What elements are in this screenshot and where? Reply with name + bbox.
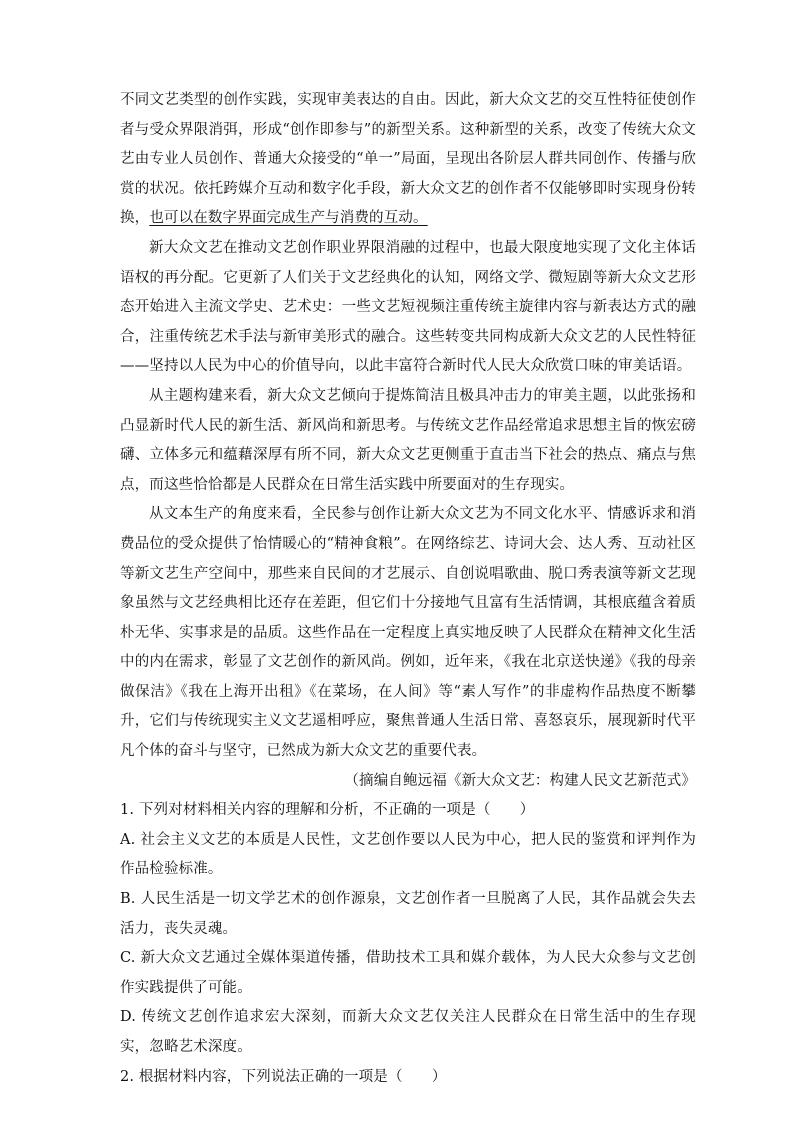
question-1 [120, 796, 696, 1062]
question-stem: 1. 下列对材料相关内容的理解和分析，不正确的一项是（ ） [120, 802, 535, 819]
question-stem: 2. 根据材料内容，下列说法正确的一项是（ ） [120, 1068, 447, 1085]
option-a: A. 社会主义文艺的本质是人民性，文艺创作要以人民为中心，把人民的鉴赏和评判作为作品检验标准。 [120, 831, 696, 878]
article-paragraph-3: 从主题构建来看，新大众文艺倾向于提炼简洁且极具冲击力的审美主题，以此张扬和凸显新时代人民的新生活、新风尚和新思考。与传统文艺作品经常追求思想主旨的恢宏磅礴、立体多元和蕴藉深厚有所不同，新大众文艺更侧重于直击当下社会的热点、痛点与焦点，而这些恰恰都是人民群众在日常生活实践中所要面对的生存现实。 [120, 387, 696, 493]
underlined-sentence: 也可以在数字界面完成生产与消费的互动。 [149, 210, 428, 227]
question-2 [120, 1063, 696, 1093]
option-d: D. 传统文艺创作追求宏大深刻，而新大众文艺仅关注人民群众在日常生活中的生存现实，忽略艺术深度。 [120, 1009, 696, 1055]
article-paragraph-4: 从文本生产的角度来看，全民参与创作让新大众文艺为不同文化水平、情感诉求和消费品位的受众提供了怡情暖心的“精神食粮”。在网络综艺、诗词大会、达人秀、互动社区等新文艺生产空间中，那些来自民间的才艺展示、自创说唱歌曲、脱口秀表演等新文艺现象虽然与文艺经典相比还存在差距，但它们十分接地气且富有生活情调，其根底蕴含着质朴无华、实事求是的品质。这些作品在一定程度上真实地反映了人民群众在精神文化生活中的内在需求，彰显了文艺创作的新风尚。例如，近年来，《我在北京送快递》《我的母亲做保洁》《我在上海开出租》《在菜场，在人间》等“素人写作”的非虚构作品热度不断攀升，它们与传统现实主义文艺遥相呼应，聚焦普通人生活日常、喜怒哀乐，展现新时代平凡个体的奋斗与坚守，已然成为新大众文艺的重要代表。 [120, 506, 696, 760]
document-page [120, 86, 696, 1092]
article-source: （摘编自鲍远福《新大众文艺：构建人民文艺新范式》 [344, 772, 696, 789]
option-b: B. 人民生活是一切文学艺术的创作源泉，文艺创作者一旦脱离了人民，其作品就会失去活力，丧失灵魂。 [120, 891, 696, 937]
paragraph-text: 不同文艺类型的创作实践，实现审美表达的自由。因此，新大众文艺的交互性特征使创作者与受众界限消弭，形成“创作即参与”的新型关系。这种新型的关系，改变了传统大众文艺由专业人员创作、普通大众接受的“单一”局面，呈现出各阶层人群共同创作、传播与欣赏的状况。依托跨媒介互动和数字化手段，新大众文艺的创作者不仅能够即时实现身份转换， [120, 92, 696, 227]
option-c: C. 新大众文艺通过全媒体渠道传播，借助技术工具和媒介载体，为人民大众参与文艺创作实践提供了可能。 [120, 950, 696, 996]
article-paragraph-1 [120, 86, 696, 234]
article-paragraph-2: 新大众文艺在推动文艺创作职业界限消融的过程中，也最大限度地实现了文化主体话语权的再分配。它更新了人们关于文艺经典化的认知，网络文学、微短剧等新大众文艺形态开始进入主流文学史、艺术史：一些文艺短视频注重传统主旋律内容与新表达方式的融合，注重传统艺术手法与新审美形式的融合。这些转变共同构成新大众文艺的人民性特征——坚持以人民为中心的价值导向，以此丰富符合新时代人民大众欣赏口味的审美话语。 [120, 239, 696, 375]
